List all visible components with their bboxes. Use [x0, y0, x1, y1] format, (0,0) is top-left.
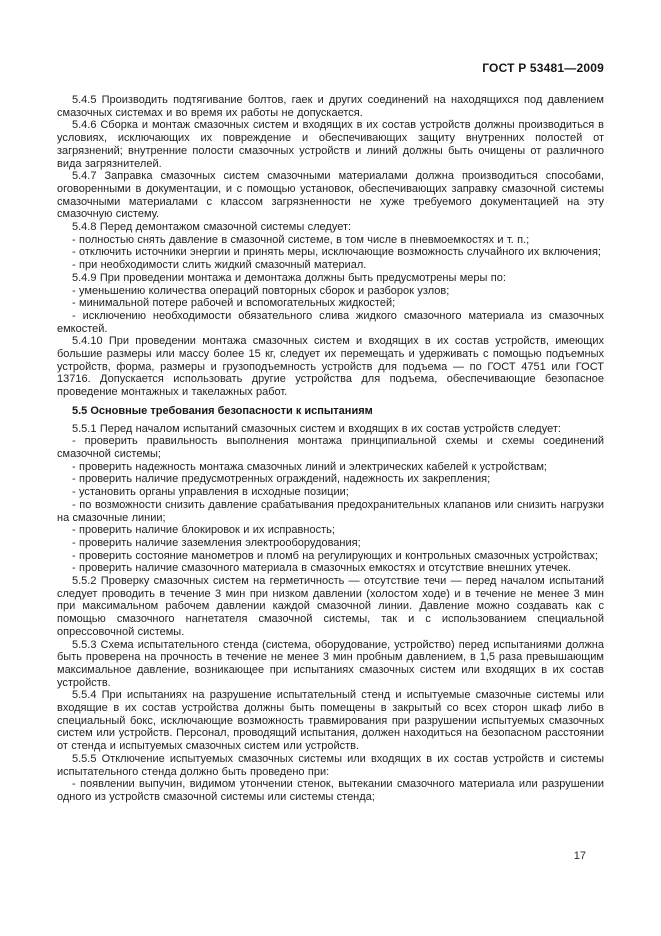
paragraph-5-5-1: 5.5.1 Перед началом испытаний смазочных систем и входящих в их состав устройств следует:: [72, 422, 561, 435]
page-number: 17: [573, 850, 586, 862]
list-item: - минимальной потере рабочей и вспомогательных жидкостей;: [72, 297, 396, 310]
list-item: - проверить наличие смазочного материала в смазочных емкостях и отсутствие внешних утечек.: [72, 562, 572, 575]
document-header-standard-code: ГОСТ Р 53481—2009: [482, 61, 604, 75]
paragraph-5-4-7: 5.4.7 Заправка смазочных систем смазочными материалами должна производиться способами, оговоренными в документации, и с помощью установок, обеспечивающих заправку смазочной системы смазочными материалами с классом загрязненности не хуже требуемого документацией на эту смазочную систему.: [57, 170, 604, 221]
paragraph-5-4-8: 5.4.8 Перед демонтажом смазочной системы следует:: [72, 221, 352, 234]
paragraph-5-4-5: 5.4.5 Производить подтягивание болтов, гаек и других соединений на находящихся под давлением смазочных системах и во время их работы не допускается.: [57, 94, 604, 119]
list-item: - проверить наличие предусмотренных ограждений, надежность их закрепления;: [72, 473, 491, 486]
list-item: - проверить наличие блокировок и их исправность;: [72, 524, 335, 537]
paragraph-5-5-2: 5.5.2 Проверку смазочных систем на герметичность — отсутствие течи — перед началом испытаний следует проводить в течение 3 мин при низком давлении (холостом ходе) и в течение не менее 3 мин при максимальном рабочем давлении каждой смазочной линии. Давление можно создавать как с помощью смазочного нагнетателя смазочной системы, так и с использованием специальной опрессовочной системы.: [57, 575, 604, 638]
paragraph-5-4-10: 5.4.10 При проведении монтажа смазочных систем и входящих в их состав устройств, имеющих большие размеры или массу более 15 кг, следует их перемещать и удерживать с помощью подъемных устройств, форма, размеры и грузоподъемность устройств для подъема — по ГОСТ 4751 или ГОСТ 13716. Допускается использовать другие устройства для подъема, обеспечивающие безопасное проведение монтажных и такелажных работ.: [57, 335, 604, 399]
list-item: - установить органы управления в исходные позиции;: [72, 486, 349, 499]
list-item: - проверить состояние манометров и пломб на регулирующих и контрольных смазочных устройствах;: [72, 549, 598, 562]
list-item: - проверить надежность монтажа смазочных линий и электрических кабелей к устройствам;: [72, 460, 547, 473]
list-item: - по возможности снизить давление срабатывания предохранительных клапанов или снизить нагрузки на смазочные линии;: [57, 498, 604, 524]
list-item: - проверить наличие заземления электрооборудования;: [72, 536, 361, 549]
section-heading-5-5: 5.5 Основные требования безопасности к испытаниям: [72, 404, 373, 417]
paragraph-5-5-3: 5.5.3 Схема испытательного стенда (система, оборудование, устройство) перед испытаниями должна быть проверена на прочность в течение не менее 3 мин пробным давлением, в 1,5 раза превышающим максимальное давление, возникающее при испытаниях смазочных систем или входящих в их состав устройств.: [57, 638, 604, 689]
list-item: - при необходимости слить жидкий смазочный материал.: [72, 259, 367, 272]
paragraph-5-5-4: 5.5.4 При испытаниях на разрушение испытательный стенд и испытуемые смазочные системы или входящие в их состав устройства должны быть помещены в закрытый со всех сторон шкаф либо в специальный бокс, исключающие возможность травмирования при разрушении испытуемых смазочных систем или устройств. Персонал, проводящий испытания, должен находиться на безопасном расстоянии от стенда и испытуемых смазочных систем или устройств.: [57, 689, 604, 753]
document-body: [57, 94, 604, 804]
list-item: - исключению необходимости обязательного слива жидкого смазочного материала из смазочных емкостей.: [57, 309, 604, 335]
list-item: - появлении выпучин, видимом утончении стенок, вытекании смазочного материала или разрушении одного из устройств смазочной системы или системы стенда;: [57, 778, 604, 803]
list-item: - уменьшению количества операций повторных сборок и разборок узлов;: [72, 284, 450, 297]
list-item: - отключить источники энергии и принять меры, исключающие возможность случайного их включения;: [72, 246, 601, 259]
list-item: - проверить правильность выполнения монтажа принципиальной схемы и схемы соединений смазочной системы;: [57, 435, 604, 460]
paragraph-5-5-5: 5.5.5 Отключение испытуемых смазочных системы или входящих в их состав устройств и системы испытательного стенда должно быть проведено при:: [57, 752, 604, 778]
paragraph-5-4-9: 5.4.9 При проведении монтажа и демонтажа должны быть предусмотрены меры по:: [72, 271, 506, 284]
list-item: - полностью снять давление в смазочной системе, в том числе в пневмоемкостях и т. п.;: [72, 233, 530, 246]
paragraph-5-4-6: 5.4.6 Сборка и монтаж смазочных систем и входящих в их состав устройств должны производиться в условиях, исключающих их повреждение и обеспечивающих защиту внутренних полостей от загрязнений; внутренние полости смазочных устройств и линий должны быть очищены от различного вида загрязнителей.: [57, 119, 604, 170]
